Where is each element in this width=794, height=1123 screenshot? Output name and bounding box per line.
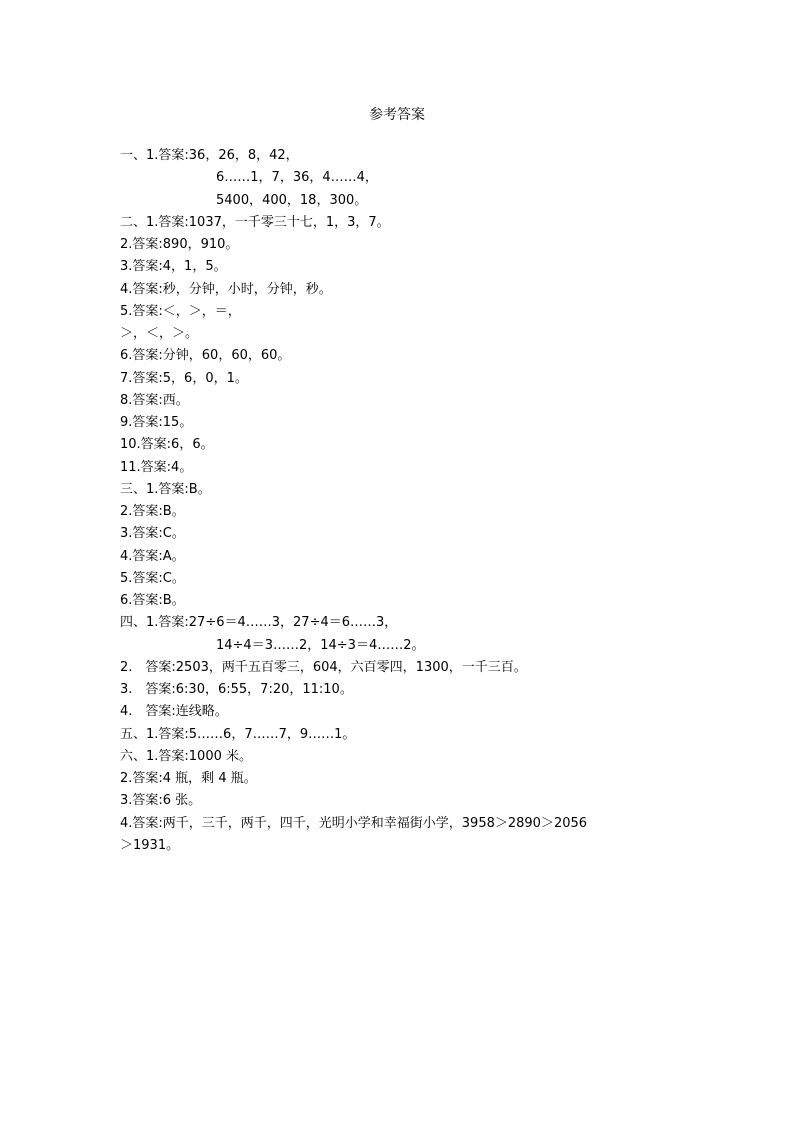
answer-line: 5400，400，18，300。 <box>216 192 368 208</box>
answer-line: 10.答案:6，6。 <box>120 437 214 453</box>
answer-line: 4. 答案:连线略。 <box>120 704 228 720</box>
answer-line: 六、1.答案:1000 米。 <box>120 748 252 764</box>
answer-line: 2. 答案:2503，两千五百零三，604，六百零四，1300，一千三百。 <box>120 659 527 675</box>
answer-line: 五、1.答案:5……6，7……7，9……1。 <box>120 726 356 742</box>
answer-line: 3.答案:C。 <box>120 526 185 542</box>
answer-line: 3. 答案:6:30，6:55，7:20，11:10。 <box>120 682 353 697</box>
page-title: 参考答案 <box>369 107 425 123</box>
answer-line: 4.答案:秒，分钟，小时，分钟，秒。 <box>120 281 332 297</box>
answer-line: 5.答案:C。 <box>120 570 185 586</box>
answer-line: 8.答案:西。 <box>120 392 189 408</box>
answer-line: 四、1.答案:27÷6＝4……3，27÷4＝6……3， <box>120 615 398 631</box>
answer-line: 二、1.答案:1037，一千零三十七，1，3，7。 <box>120 214 390 230</box>
answer-line: 6.答案:B。 <box>120 593 185 608</box>
answer-line: 3.答案:6 张。 <box>120 793 202 809</box>
answer-line: ＞1931。 <box>120 837 180 853</box>
answer-list <box>120 145 680 857</box>
answer-line: 5.答案:＜，＞，＝， <box>120 303 241 319</box>
answer-line: 6.答案:分钟，60，60，60。 <box>120 348 291 364</box>
answer-line: 2.答案:890，910。 <box>120 237 239 252</box>
answer-line: 7.答案:5，6，0，1。 <box>120 370 248 386</box>
answer-line: ＞，＜，＞。 <box>120 326 199 341</box>
answer-line: 6……1，7，36，4……4， <box>216 170 378 186</box>
answer-line: 4.答案:A。 <box>120 548 185 564</box>
answer-line: 11.答案:4。 <box>120 459 193 475</box>
answer-line: 一、1.答案:36，26，8，42， <box>120 148 299 163</box>
answer-line: 4.答案:两千，三千，两千，四千，光明小学和幸福街小学，3958＞2890＞2056 <box>120 815 588 831</box>
answer-line: 三、1.答案:B。 <box>120 481 211 497</box>
answer-line: 2.答案:B。 <box>120 504 185 519</box>
answer-line: 9.答案:15。 <box>120 415 193 430</box>
answer-line: 14÷4＝3……2，14÷3＝4……2。 <box>216 637 425 653</box>
answer-line: 3.答案:4，1，5。 <box>120 259 227 275</box>
answer-line: 2.答案:4 瓶，剩 4 瓶。 <box>120 771 257 786</box>
